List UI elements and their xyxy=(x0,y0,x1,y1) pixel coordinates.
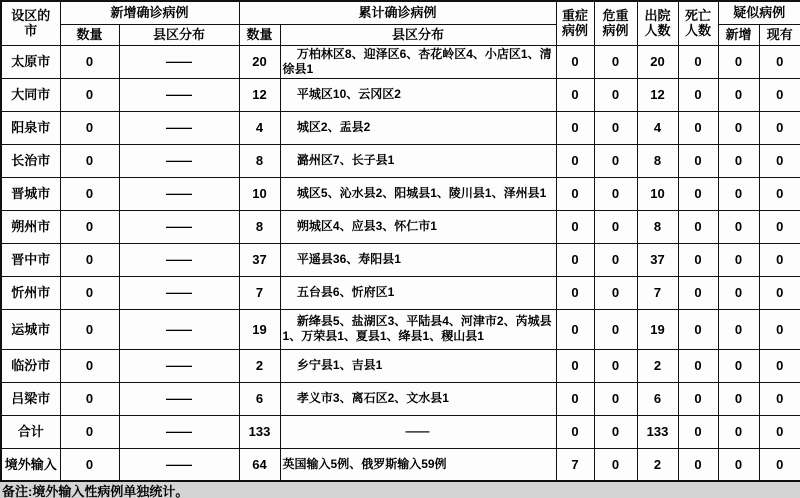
critical-cases-cell: 0 xyxy=(594,382,637,415)
critical-cases-cell: 0 xyxy=(594,111,637,144)
footnote: 备注:境外输入性病例单独统计。 xyxy=(0,482,800,498)
suspected-existing-cell: 0 xyxy=(759,177,800,210)
cum-count-cell: 64 xyxy=(239,448,280,481)
new-count-cell: 0 xyxy=(60,111,119,144)
severe-cases-cell: 0 xyxy=(556,144,594,177)
cum-distribution-cell: 城区5、沁水县2、阳城县1、陵川县1、泽州县1 xyxy=(280,177,556,210)
new-distribution-cell: —— xyxy=(119,349,239,382)
city-cell: 阳泉市 xyxy=(1,111,60,144)
discharged-cell: 7 xyxy=(637,276,678,309)
city-cell: 大同市 xyxy=(1,78,60,111)
deaths-cell: 0 xyxy=(678,78,718,111)
cum-count-cell: 2 xyxy=(239,349,280,382)
discharged-cell: 20 xyxy=(637,45,678,78)
table-body xyxy=(1,45,800,481)
cum-distribution-cell: 孝义市3、离石区2、文水县1 xyxy=(280,382,556,415)
new-distribution-cell: —— xyxy=(119,78,239,111)
table-row xyxy=(1,382,800,415)
suspected-new-cell: 0 xyxy=(718,309,759,349)
critical-cases-cell: 0 xyxy=(594,210,637,243)
new-distribution-cell: —— xyxy=(119,276,239,309)
cum-distribution-cell: 城区2、盂县2 xyxy=(280,111,556,144)
severe-cases-cell: 0 xyxy=(556,276,594,309)
cum-distribution-cell: 朔城区4、应县3、怀仁市1 xyxy=(280,210,556,243)
cum-distribution-cell: 潞州区7、长子县1 xyxy=(280,144,556,177)
severe-cases-cell: 0 xyxy=(556,243,594,276)
suspected-new-cell: 0 xyxy=(718,276,759,309)
suspected-new-cell: 0 xyxy=(718,349,759,382)
suspected-existing-cell: 0 xyxy=(759,111,800,144)
discharged-cell: 2 xyxy=(637,448,678,481)
suspected-new-cell: 0 xyxy=(718,382,759,415)
cum-distribution-cell: 新绛县5、盐湖区3、平陆县4、河津市2、芮城县1、万荣县1、夏县1、绛县1、稷山县1 xyxy=(280,309,556,349)
critical-cases-cell: 0 xyxy=(594,144,637,177)
city-cell: 太原市 xyxy=(1,45,60,78)
suspected-existing-cell: 0 xyxy=(759,382,800,415)
severe-cases-cell: 0 xyxy=(556,78,594,111)
header-cum-count: 数量 xyxy=(239,24,280,45)
suspected-existing-cell: 0 xyxy=(759,448,800,481)
critical-cases-cell: 0 xyxy=(594,45,637,78)
suspected-new-cell: 0 xyxy=(718,415,759,448)
new-distribution-cell: —— xyxy=(119,111,239,144)
suspected-new-cell: 0 xyxy=(718,448,759,481)
city-cell: 忻州市 xyxy=(1,276,60,309)
deaths-cell: 0 xyxy=(678,349,718,382)
suspected-new-cell: 0 xyxy=(718,111,759,144)
critical-cases-cell: 0 xyxy=(594,349,637,382)
new-count-cell: 0 xyxy=(60,276,119,309)
cum-count-cell: 12 xyxy=(239,78,280,111)
new-count-cell: 0 xyxy=(60,415,119,448)
discharged-cell: 8 xyxy=(637,210,678,243)
table-row xyxy=(1,45,800,78)
cum-distribution-cell: 乡宁县1、吉县1 xyxy=(280,349,556,382)
critical-cases-cell: 0 xyxy=(594,78,637,111)
new-count-cell: 0 xyxy=(60,177,119,210)
header-discharged: 出院人数 xyxy=(637,1,678,45)
critical-cases-cell: 0 xyxy=(594,415,637,448)
table-row xyxy=(1,309,800,349)
table-row xyxy=(1,144,800,177)
deaths-cell: 0 xyxy=(678,309,718,349)
discharged-cell: 12 xyxy=(637,78,678,111)
new-count-cell: 0 xyxy=(60,210,119,243)
severe-cases-cell: 0 xyxy=(556,177,594,210)
new-distribution-cell: —— xyxy=(119,448,239,481)
header-severe-cases: 重症病例 xyxy=(556,1,594,45)
new-distribution-cell: —— xyxy=(119,210,239,243)
cum-count-cell: 19 xyxy=(239,309,280,349)
new-distribution-cell: —— xyxy=(119,382,239,415)
suspected-existing-cell: 0 xyxy=(759,309,800,349)
city-cell: 晋城市 xyxy=(1,177,60,210)
deaths-cell: 0 xyxy=(678,45,718,78)
header-critical-cases: 危重病例 xyxy=(594,1,637,45)
cum-count-cell: 8 xyxy=(239,210,280,243)
cum-count-cell: 20 xyxy=(239,45,280,78)
cum-distribution-cell: 万柏林区8、迎泽区6、杏花岭区4、小店区1、清徐县1 xyxy=(280,45,556,78)
cum-distribution-cell: 五台县6、忻府区1 xyxy=(280,276,556,309)
discharged-cell: 6 xyxy=(637,382,678,415)
new-count-cell: 0 xyxy=(60,309,119,349)
suspected-existing-cell: 0 xyxy=(759,144,800,177)
suspected-existing-cell: 0 xyxy=(759,415,800,448)
severe-cases-cell: 0 xyxy=(556,210,594,243)
table-row xyxy=(1,78,800,111)
new-count-cell: 0 xyxy=(60,45,119,78)
header-cumulative-confirmed: 累计确诊病例 xyxy=(239,1,556,24)
severe-cases-cell: 0 xyxy=(556,45,594,78)
severe-cases-cell: 7 xyxy=(556,448,594,481)
suspected-new-cell: 0 xyxy=(718,144,759,177)
cum-distribution-cell: 英国输入5例、俄罗斯输入59例 xyxy=(280,448,556,481)
header-new-confirmed: 新增确诊病例 xyxy=(60,1,239,24)
discharged-cell: 133 xyxy=(637,415,678,448)
table-row xyxy=(1,448,800,481)
cum-count-cell: 4 xyxy=(239,111,280,144)
critical-cases-cell: 0 xyxy=(594,448,637,481)
cum-count-cell: 6 xyxy=(239,382,280,415)
new-count-cell: 0 xyxy=(60,144,119,177)
deaths-cell: 0 xyxy=(678,210,718,243)
critical-cases-cell: 0 xyxy=(594,276,637,309)
suspected-new-cell: 0 xyxy=(718,243,759,276)
header-new-count: 数量 xyxy=(60,24,119,45)
new-count-cell: 0 xyxy=(60,448,119,481)
header-cum-distribution: 县区分布 xyxy=(280,24,556,45)
deaths-cell: 0 xyxy=(678,415,718,448)
deaths-cell: 0 xyxy=(678,382,718,415)
new-distribution-cell: —— xyxy=(119,177,239,210)
deaths-cell: 0 xyxy=(678,144,718,177)
discharged-cell: 10 xyxy=(637,177,678,210)
cum-distribution-cell: 平城区10、云冈区2 xyxy=(280,78,556,111)
critical-cases-cell: 0 xyxy=(594,177,637,210)
cum-distribution-cell: 平遥县36、寿阳县1 xyxy=(280,243,556,276)
new-distribution-cell: —— xyxy=(119,243,239,276)
new-distribution-cell: —— xyxy=(119,45,239,78)
discharged-cell: 37 xyxy=(637,243,678,276)
severe-cases-cell: 0 xyxy=(556,349,594,382)
suspected-existing-cell: 0 xyxy=(759,210,800,243)
critical-cases-cell: 0 xyxy=(594,309,637,349)
suspected-existing-cell: 0 xyxy=(759,243,800,276)
table-row xyxy=(1,243,800,276)
new-distribution-cell: —— xyxy=(119,144,239,177)
header-suspected-existing: 现有 xyxy=(759,24,800,45)
cum-count-cell: 8 xyxy=(239,144,280,177)
header-suspected-new: 新增 xyxy=(718,24,759,45)
city-cell: 长治市 xyxy=(1,144,60,177)
cum-distribution-cell: —— xyxy=(280,415,556,448)
cum-count-cell: 37 xyxy=(239,243,280,276)
table-row xyxy=(1,177,800,210)
deaths-cell: 0 xyxy=(678,448,718,481)
city-cell: 晋中市 xyxy=(1,243,60,276)
city-cell: 吕梁市 xyxy=(1,382,60,415)
suspected-new-cell: 0 xyxy=(718,210,759,243)
table-row xyxy=(1,210,800,243)
suspected-new-cell: 0 xyxy=(718,78,759,111)
deaths-cell: 0 xyxy=(678,276,718,309)
table-row xyxy=(1,111,800,144)
header-city: 设区的市 xyxy=(1,1,60,45)
city-cell: 境外输入 xyxy=(1,448,60,481)
new-count-cell: 0 xyxy=(60,243,119,276)
discharged-cell: 2 xyxy=(637,349,678,382)
new-distribution-cell: —— xyxy=(119,415,239,448)
table-row xyxy=(1,276,800,309)
header-new-distribution: 县区分布 xyxy=(119,24,239,45)
suspected-new-cell: 0 xyxy=(718,177,759,210)
new-count-cell: 0 xyxy=(60,382,119,415)
suspected-existing-cell: 0 xyxy=(759,276,800,309)
severe-cases-cell: 0 xyxy=(556,309,594,349)
header-deaths: 死亡人数 xyxy=(678,1,718,45)
discharged-cell: 8 xyxy=(637,144,678,177)
city-cell: 运城市 xyxy=(1,309,60,349)
cum-count-cell: 7 xyxy=(239,276,280,309)
severe-cases-cell: 0 xyxy=(556,382,594,415)
discharged-cell: 4 xyxy=(637,111,678,144)
new-count-cell: 0 xyxy=(60,349,119,382)
suspected-new-cell: 0 xyxy=(718,45,759,78)
suspected-existing-cell: 0 xyxy=(759,45,800,78)
cum-count-cell: 10 xyxy=(239,177,280,210)
suspected-existing-cell: 0 xyxy=(759,349,800,382)
deaths-cell: 0 xyxy=(678,111,718,144)
critical-cases-cell: 0 xyxy=(594,243,637,276)
city-cell: 朔州市 xyxy=(1,210,60,243)
new-count-cell: 0 xyxy=(60,78,119,111)
suspected-existing-cell: 0 xyxy=(759,78,800,111)
cum-count-cell: 133 xyxy=(239,415,280,448)
deaths-cell: 0 xyxy=(678,243,718,276)
city-cell: 合计 xyxy=(1,415,60,448)
new-distribution-cell: —— xyxy=(119,309,239,349)
discharged-cell: 19 xyxy=(637,309,678,349)
deaths-cell: 0 xyxy=(678,177,718,210)
city-cell: 临汾市 xyxy=(1,349,60,382)
header-suspected-cases: 疑似病例 xyxy=(718,1,800,24)
table-row xyxy=(1,349,800,382)
table-row xyxy=(1,415,800,448)
severe-cases-cell: 0 xyxy=(556,111,594,144)
severe-cases-cell: 0 xyxy=(556,415,594,448)
